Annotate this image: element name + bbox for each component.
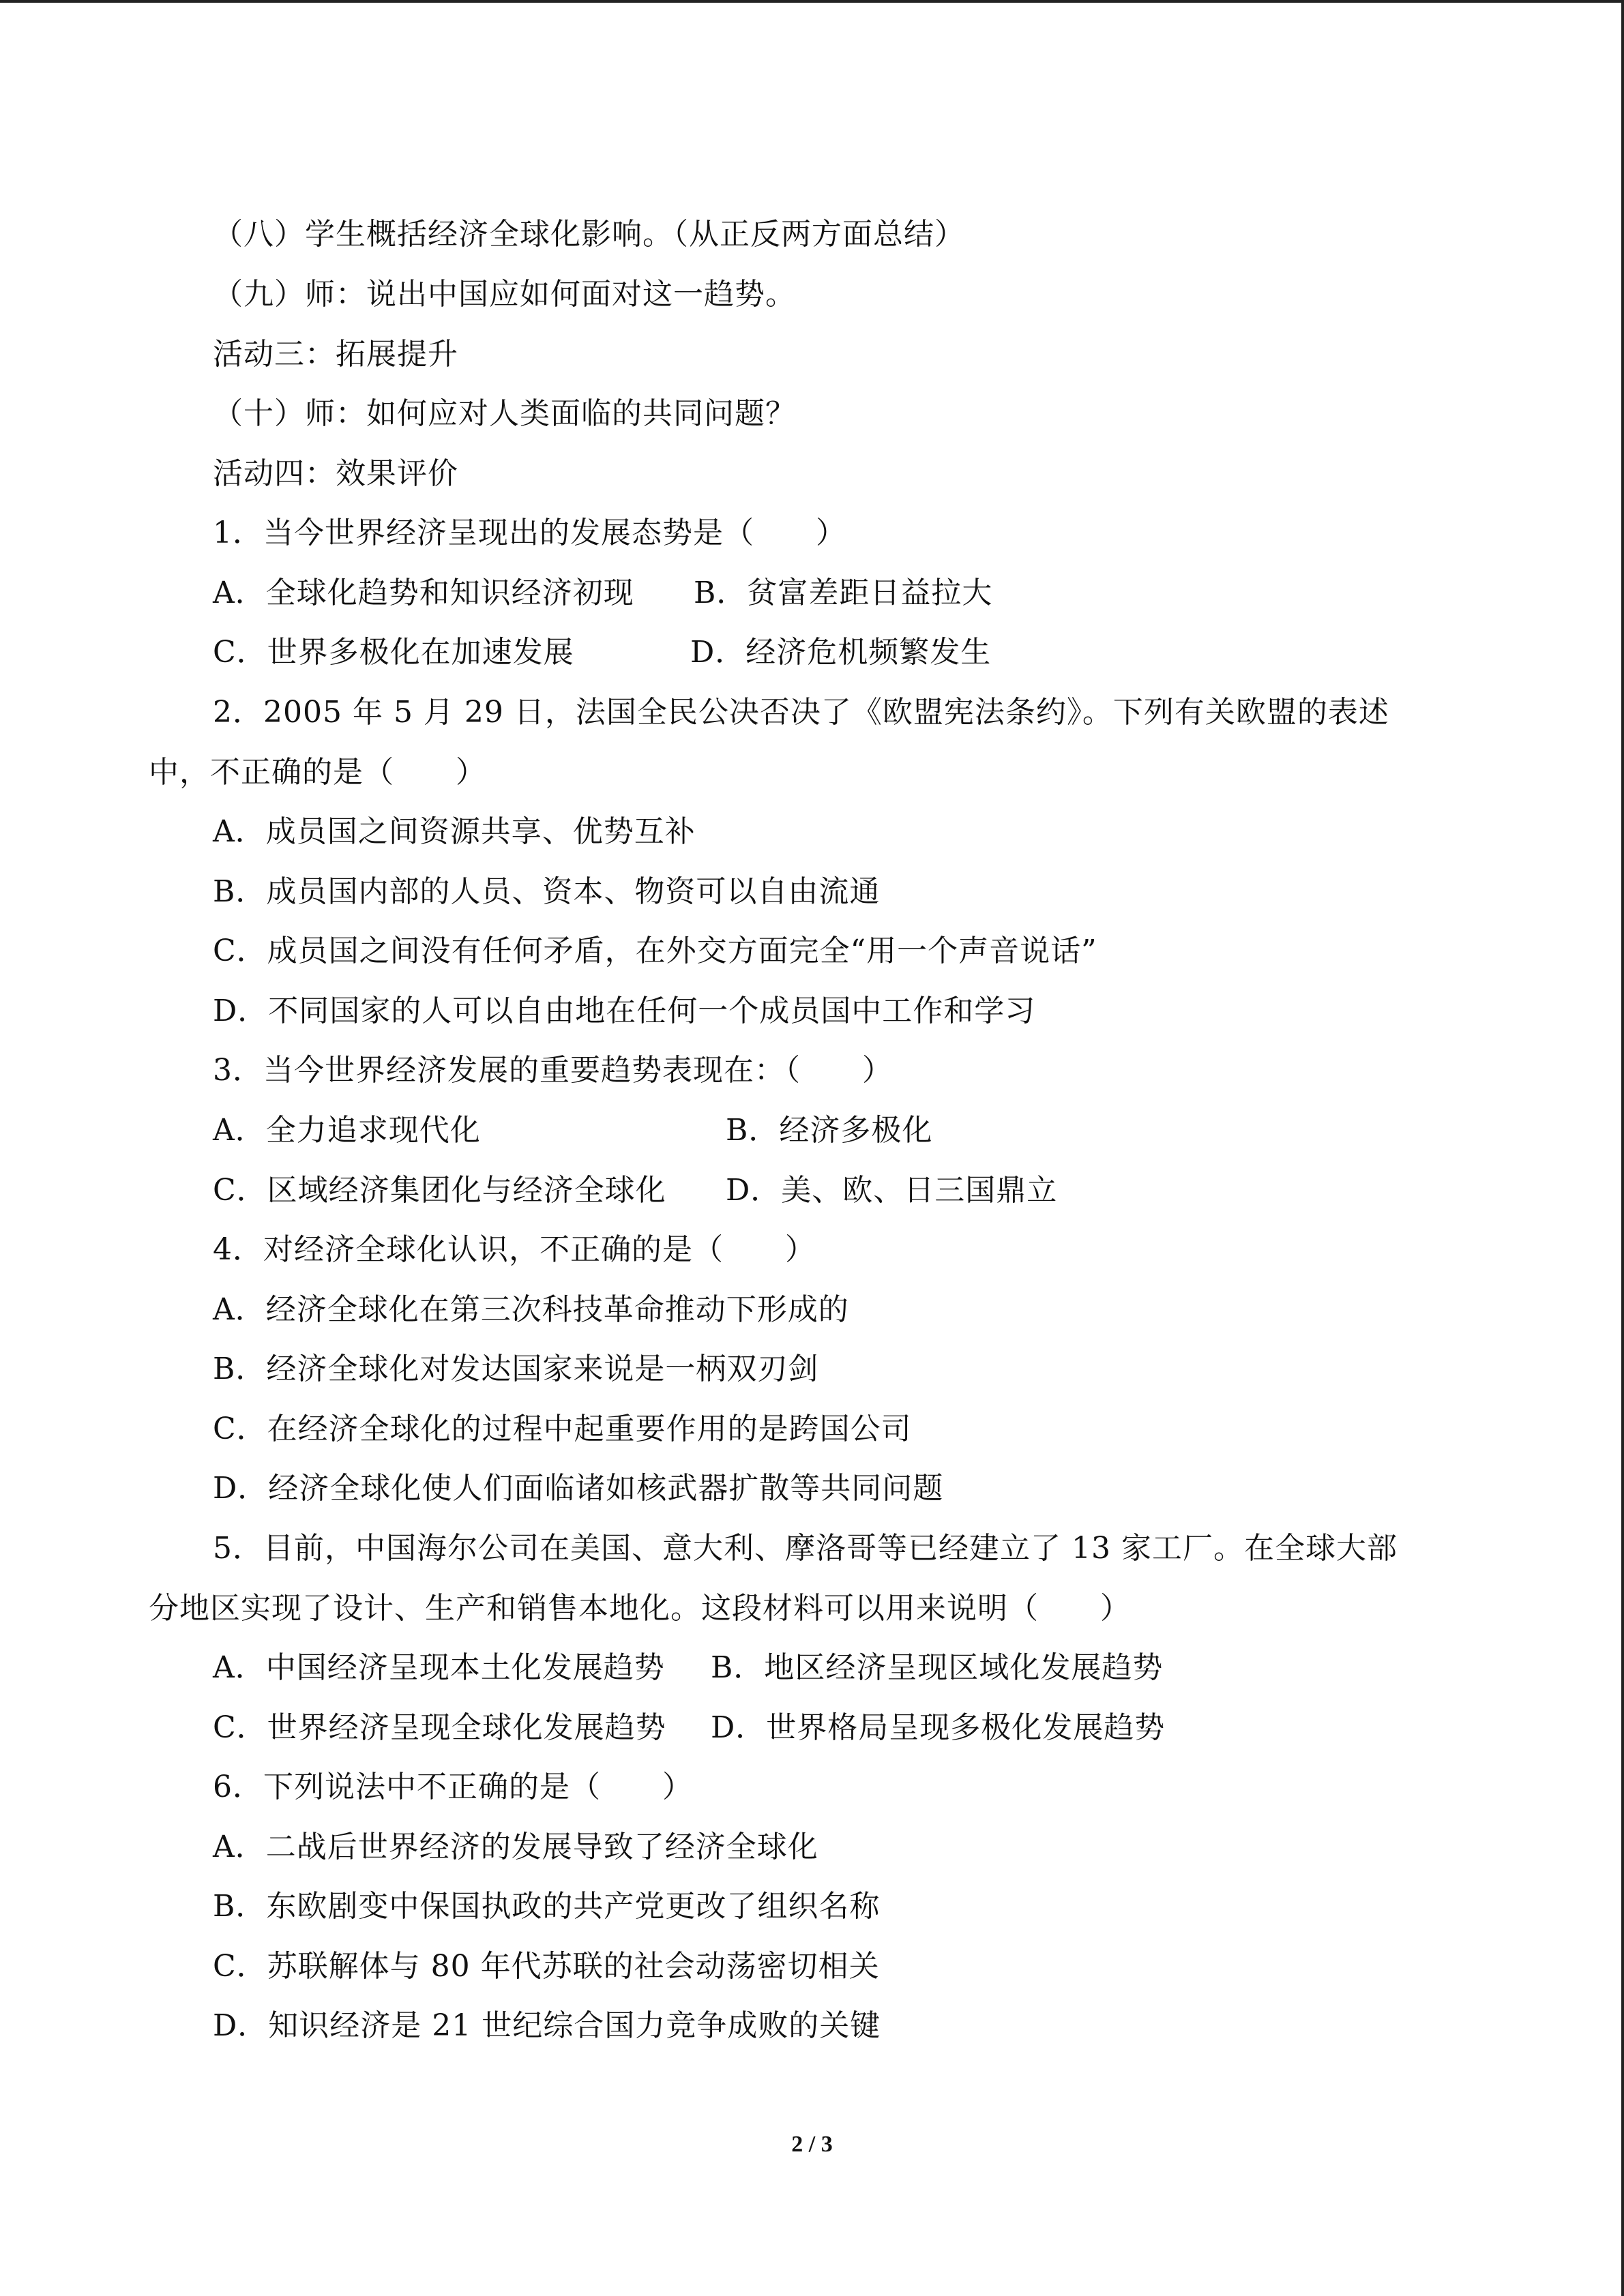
q5-option-d: D．世界格局呈现多极化发展趋势 bbox=[711, 1710, 1166, 1745]
question-1: 1．当今世界经济呈现出的发展态势是（ ） bbox=[213, 516, 846, 550]
question-5-line-2: 分地区实现了设计、生产和销售本地化。这段材料可以用来说明（ ） bbox=[149, 1591, 1131, 1626]
activity-4-heading: 活动四：效果评价 bbox=[213, 456, 458, 491]
q3-options-row-2 bbox=[213, 1170, 1057, 1211]
paragraph-9: （九）师：说出中国应如何面对这一趋势。 bbox=[213, 277, 796, 312]
q6-option-c: C．苏联解体与 80 年代苏联的社会动荡密切相关 bbox=[213, 1949, 880, 1984]
q5-option-b: B．地区经济呈现区域化发展趋势 bbox=[711, 1650, 1164, 1685]
q3-option-c: C．区域经济集团化与经济全球化 bbox=[213, 1173, 666, 1208]
question-2-line-2: 中，不正确的是（ ） bbox=[149, 755, 486, 790]
q2-option-d: D．不同国家的人可以自由地在任何一个成员国中工作和学习 bbox=[213, 994, 1036, 1028]
paragraph-10: （十）师：如何应对人类面临的共同问题？ bbox=[213, 396, 796, 431]
q5-option-c: C．世界经济呈现全球化发展趋势 bbox=[213, 1710, 666, 1745]
page-number: 2 / 3 bbox=[791, 2132, 833, 2157]
q6-option-a: A．二战后世界经济的发展导致了经济全球化 bbox=[213, 1830, 818, 1864]
q5-options-row-2 bbox=[213, 1708, 1165, 1748]
question-5-line-1: 5．目前，中国海尔公司在美国、意大利、摩洛哥等已经建立了 13 家工厂。在全球大部 bbox=[213, 1531, 1398, 1566]
q2-option-c: C．成员国之间没有任何矛盾，在外交方面完全“用一个声音说话” bbox=[213, 934, 1097, 968]
q2-option-b: B．成员国内部的人员、资本、物资可以自由流通 bbox=[213, 874, 881, 909]
q5-options-row-1 bbox=[213, 1648, 1163, 1688]
q4-option-a: A．经济全球化在第三次科技革命推动下形成的 bbox=[213, 1292, 849, 1327]
q4-option-c: C．在经济全球化的过程中起重要作用的是跨国公司 bbox=[213, 1412, 912, 1446]
q6-option-d: D．知识经济是 21 世纪综合国力竞争成败的关键 bbox=[213, 2008, 881, 2043]
page-top-border bbox=[0, 0, 1624, 3]
q3-option-a: A．全力追求现代化 bbox=[213, 1113, 481, 1148]
question-4: 4．对经济全球化认识，不正确的是（ ） bbox=[213, 1232, 816, 1267]
q2-option-a: A．成员国之间资源共享、优势互补 bbox=[213, 814, 696, 849]
question-2-line-1: 2．2005 年 5 月 29 日，法国全民公决否决了《欧盟宪法条约》。下列有关欧盟的表述 bbox=[213, 695, 1389, 730]
q1-options-row-2 bbox=[213, 632, 991, 673]
q4-option-b: B．经济全球化对发达国家来说是一柄双刃剑 bbox=[213, 1352, 819, 1386]
q1-option-d: D．经济危机频繁发生 bbox=[690, 635, 992, 670]
question-6: 6．下列说法中不正确的是（ ） bbox=[213, 1770, 693, 1804]
q4-option-d: D．经济全球化使人们面临诸如核武器扩散等共同问题 bbox=[213, 1471, 944, 1506]
activity-3-heading: 活动三：拓展提升 bbox=[213, 337, 458, 372]
page-right-border bbox=[1621, 0, 1624, 2296]
q6-option-b: B．东欧剧变中保国执政的共产党更改了组织名称 bbox=[213, 1889, 881, 1924]
paragraph-8: （八）学生概括经济全球化影响。（从正反两方面总结） bbox=[213, 217, 965, 252]
q1-option-a: A．全球化趋势和知识经济初现 bbox=[213, 576, 634, 610]
q3-option-b: B．经济多极化 bbox=[726, 1113, 933, 1148]
q3-option-d: D．美、欧、日三国鼎立 bbox=[726, 1173, 1058, 1208]
q5-option-a: A．中国经济呈现本土化发展趋势 bbox=[213, 1650, 665, 1685]
question-3: 3．当今世界经济发展的重要趋势表现在：（ ） bbox=[213, 1053, 893, 1088]
q1-options-row-1 bbox=[213, 573, 992, 614]
q1-option-c: C．世界多极化在加速发展 bbox=[213, 635, 574, 670]
q1-option-b: B．贫富差距日益拉大 bbox=[694, 576, 993, 610]
q3-options-row-1 bbox=[213, 1110, 932, 1151]
